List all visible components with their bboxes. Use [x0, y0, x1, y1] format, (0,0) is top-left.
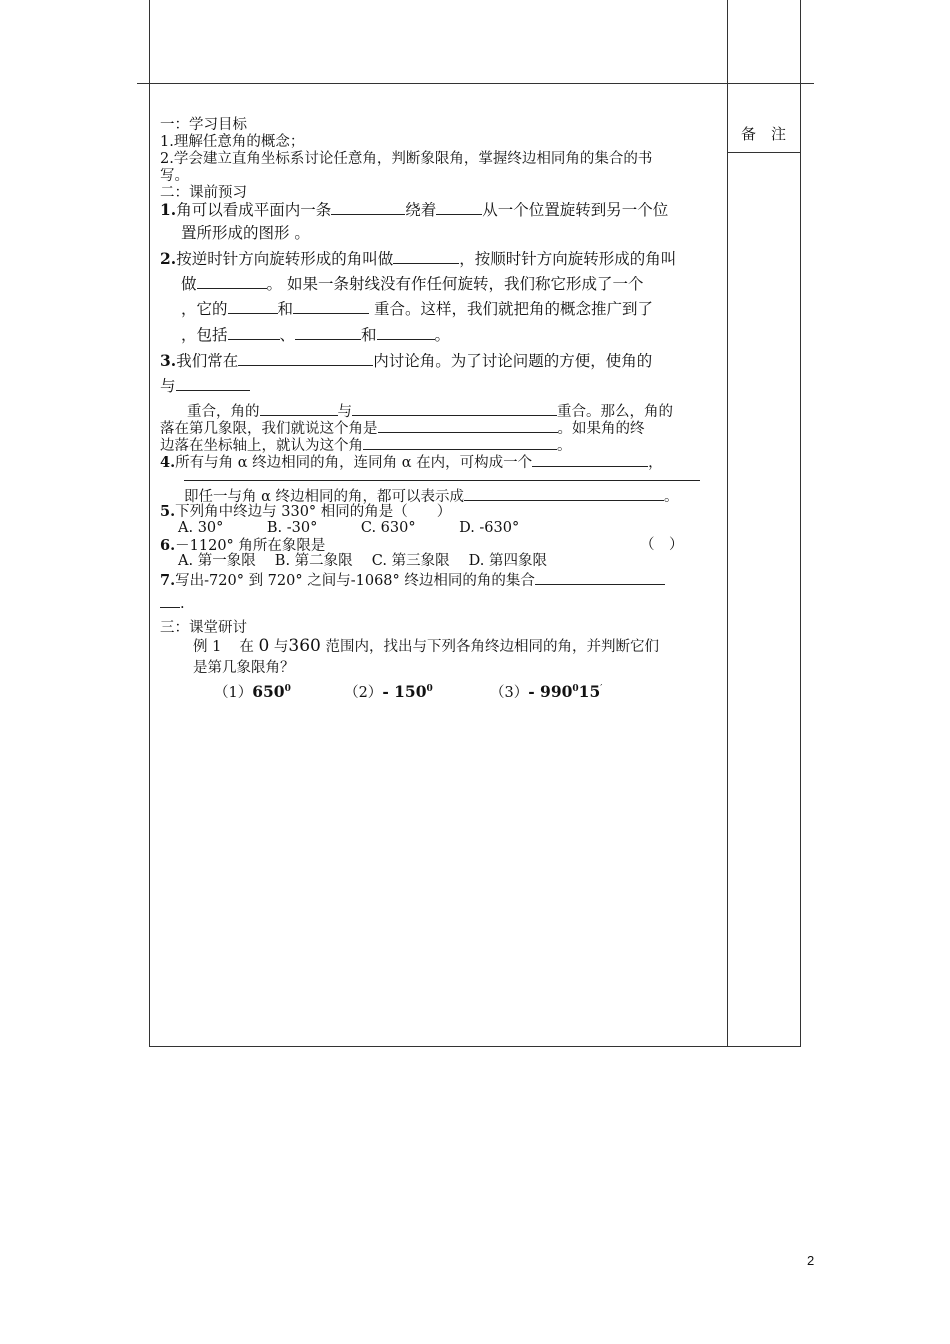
header-row-border — [137, 83, 814, 84]
question-text: 和 — [277, 300, 294, 318]
question-2-line-4 — [181, 325, 450, 344]
question-text: 。 — [664, 489, 679, 505]
question-text: 重合。那么，角的 — [557, 404, 673, 420]
question-text: 按逆时针方向旋转形成的角叫做 — [176, 250, 394, 268]
question-2-line-3 — [181, 299, 653, 318]
goal-2-line-2: 写。 — [160, 168, 189, 184]
question-number: 7. — [160, 572, 176, 589]
question-text: 和 — [361, 326, 377, 344]
section-2-title: 二：课前预习 — [160, 185, 247, 201]
question-number: 2. — [160, 249, 177, 268]
degree-mark: 0 — [572, 684, 579, 694]
blank[interactable] — [378, 418, 558, 433]
question-3-line-2 — [160, 376, 250, 395]
question-text: 在 — [239, 639, 254, 655]
math-value: 360 — [288, 636, 321, 656]
blank[interactable] — [535, 570, 665, 585]
question-number: 5. — [160, 503, 176, 520]
blank[interactable] — [260, 401, 338, 416]
blank[interactable] — [176, 376, 250, 391]
item-label: （3） — [489, 685, 529, 701]
notes-header: 备 注 — [741, 125, 787, 143]
question-text: 与 — [160, 377, 176, 395]
blank[interactable] — [228, 299, 278, 314]
table-middle-border — [727, 0, 728, 1047]
notes-header-border — [727, 152, 801, 153]
question-text: 边落在坐标轴上，就认为这个角 — [160, 438, 363, 454]
question-7 — [160, 570, 665, 590]
question-text: 。 如果一条射线没有作任何旋转，我们称它形成了一个 — [266, 275, 644, 293]
question-text: 内讨论角。为了讨论问题的方便，使角的 — [373, 352, 653, 370]
blank[interactable] — [293, 299, 369, 314]
math-value: 0 — [258, 636, 270, 656]
item-label: （2） — [344, 685, 383, 701]
blank[interactable] — [295, 325, 361, 340]
question-text: 我们常在 — [176, 352, 239, 370]
goal-2-line-1: 2.学会建立直角坐标系讨论任意角，判断象限角，掌握终边相同角的集合的书 — [160, 151, 653, 167]
question-text: 。如果角的终 — [557, 421, 645, 437]
question-6-options: A. 第一象限 B. 第二象限 C. 第三象限 D. 第四象限 — [178, 553, 548, 569]
angle-value: - 150 — [382, 682, 427, 701]
blank[interactable] — [532, 452, 648, 467]
blank[interactable] — [436, 200, 482, 215]
blank[interactable] — [228, 325, 280, 340]
page-number: 2 — [807, 1253, 815, 1268]
question-text: 落在第几象限，我们就说这个角是 — [160, 421, 378, 437]
blank[interactable] — [464, 486, 664, 501]
question-text: －1120° 角所在象限是 — [175, 538, 326, 554]
question-text: 范围内，找出与下列各角终边相同的角，并判断它们 — [325, 639, 659, 655]
minute-mark: ′ — [600, 684, 603, 694]
table-right-border — [800, 0, 801, 1047]
question-text: 下列角中终边与 330° 相同的角是（ ） — [175, 504, 452, 520]
item-label: （1） — [214, 685, 253, 701]
question-1-line-1 — [160, 200, 668, 219]
question-text: 。 — [557, 438, 572, 454]
angle-value: 650 — [252, 682, 285, 701]
section-3-title: 三：课堂研讨 — [160, 620, 247, 636]
question-text: ，包括 — [181, 326, 228, 344]
question-number: 3. — [160, 351, 177, 370]
question-text: ，它的 — [181, 300, 228, 318]
section-1-title: 一：学习目标 — [160, 117, 247, 133]
question-text: 重合，角的 — [187, 404, 260, 420]
question-text: 角可以看成平面内一条 — [176, 201, 332, 219]
blank[interactable] — [377, 325, 435, 340]
blank[interactable] — [238, 351, 373, 366]
question-1-line-2: 置所形成的图形 。 — [181, 224, 310, 242]
question-text: 与 — [337, 404, 352, 420]
question-3-line-1 — [160, 351, 652, 370]
question-text: 与 — [273, 639, 289, 655]
question-text: 、 — [279, 326, 296, 344]
degree-mark: 0 — [426, 684, 433, 694]
question-text: 。 — [434, 326, 451, 344]
question-5-options: A. 30° B. -30° C. 630° D. -630° — [178, 520, 520, 536]
blank[interactable] — [197, 274, 267, 289]
question-text: ，按顺时针方向旋转形成的角叫 — [459, 250, 677, 268]
question-number: 6. — [160, 537, 176, 554]
example-1-line-1 — [193, 638, 659, 656]
degree-mark: 0 — [284, 684, 291, 694]
question-5 — [160, 503, 451, 521]
question-text: 从一个位置旋转到另一个位 — [482, 201, 669, 219]
table-bottom-border — [149, 1046, 801, 1047]
question-2-line-2 — [181, 274, 643, 293]
question-text: 即任一与角 α 终边相同的角，都可以表示成 — [184, 489, 465, 505]
blank[interactable] — [331, 200, 405, 215]
question-text: . — [180, 596, 185, 612]
blank[interactable] — [352, 401, 557, 416]
example-label: 例 1 — [193, 639, 222, 655]
question-number: 4. — [160, 454, 176, 471]
blank[interactable] — [184, 466, 700, 481]
question-text: 所有与角 α 终边相同的角，连同角 α 在内，可构成一个 — [175, 455, 533, 471]
example-1-items — [214, 683, 602, 702]
table-left-border — [149, 0, 150, 1047]
question-text: 做 — [181, 275, 197, 293]
question-6-answer-paren: （ ） — [640, 537, 684, 553]
question-text: 写出-720° 到 720° 之间与-1068° 终边相同的角的集合 — [175, 573, 535, 589]
question-text: 绕着 — [405, 201, 437, 219]
goal-1: 1.理解任意角的概念； — [160, 134, 305, 150]
question-text: 重合。这样，我们就把角的概念推广到了 — [369, 300, 653, 318]
example-1-line-2: 是第几象限角？ — [193, 660, 295, 676]
blank[interactable] — [363, 435, 557, 450]
question-7-line-2 — [160, 593, 185, 613]
blank[interactable] — [160, 593, 180, 608]
blank[interactable] — [393, 249, 459, 264]
question-2-line-1 — [160, 249, 676, 268]
angle-value: - 990 — [528, 682, 573, 701]
question-text: ， — [648, 455, 663, 471]
angle-minutes: 15 — [578, 682, 601, 701]
question-number: 1. — [160, 200, 177, 219]
